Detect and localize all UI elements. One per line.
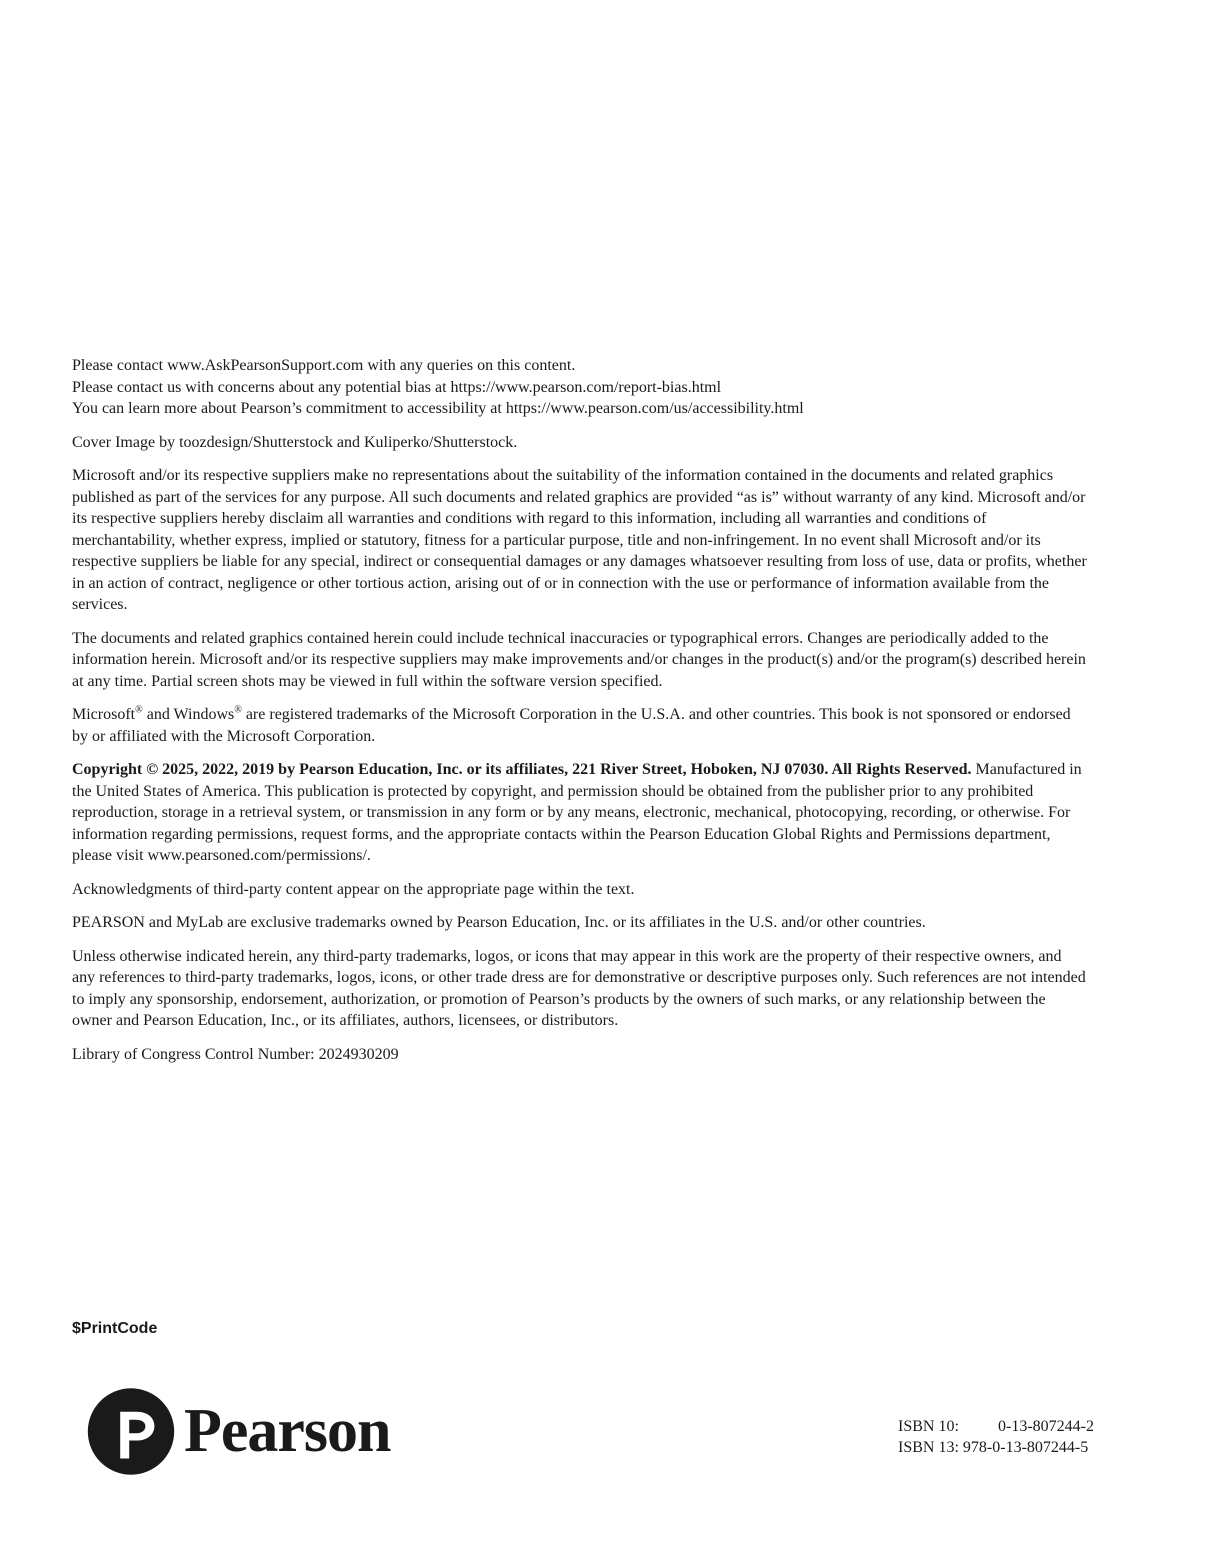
isbn13-row <box>898 1437 1094 1458</box>
microsoft-text: Microsoft <box>72 706 136 723</box>
isbn10-value: 0-13-807244-2 <box>998 1418 1094 1435</box>
microsoft-disclaimer: Microsoft and/or its respective suppliers make no representations about the suitability of the information contained in the documents and related graphics published as part of the services for any purpose. All such documents and related graphics are provided “as is” without warranty of any kind. Microsoft and/or its respective suppliers hereby disclaim all warranties and conditions with regard to this information, including all warranties and conditions of merchantability, whether express, implied or statutory, fitness for a particular purpose, title and non-infringement. In no event shall Microsoft and/or its respective suppliers be liable for any special, indirect or consequential damages or any damages whatsoever resulting from loss of use, data or profits, whether in an action of contract, negligence or other tortious action, arising out of or in connection with the use or performance of information available from the services. <box>72 467 1087 613</box>
copyright-notice <box>72 759 1088 867</box>
copyright-bold: Copyright © 2025, 2022, 2019 by Pearson Education, Inc. or its affiliates, 221 River Street, Hoboken, NJ 07030. All Rights Reserved. <box>72 761 972 778</box>
copyright-page-content <box>72 355 1088 1077</box>
copyright-rest: Manufactured in the United States of America. This publication is protected by copyright, and permission should be obtained from the publisher prior to any prohibited reproduction, storage in a retrieval system, or transmission in any form or by any means, electronic, mechanical, photocopying, recording, or otherwise. For information regarding permissions, request forms, and the appropriate contacts within the Pearson Education Global Rights and Permissions department, please visit www.pearsoned.com/permissions/. <box>72 761 1082 864</box>
isbn13-label: ISBN 13: <box>898 1439 959 1456</box>
trademark-rest: are registered trademarks of the Microsoft Corporation in the U.S.A. and other countries. This book is not sponsored or endorsed by or affiliated with the Microsoft Corporation. <box>72 706 1071 745</box>
contact-block <box>72 355 1088 420</box>
bias-contact-line: Please contact us with concerns about any potential bias at https://www.pearson.com/report-bias.html <box>72 378 722 396</box>
windows-text: and Windows <box>142 706 235 723</box>
third-party-notice: Unless otherwise indicated herein, any third-party trademarks, logos, or icons that may appear in this work are the property of their respective owners, and any references to third-party trademarks, logos, icons, or other trade dress are for demonstrative or descriptive purposes only. Such references are not intended to imply any sponsorship, endorsement, authorization, or promotion of Pearson’s products by the owners of such marks, or any relationship between the owner and Pearson Education, Inc., or its affiliates, authors, licensees, or distributors. <box>72 947 1086 1029</box>
pearson-wordmark: Pearson <box>184 1397 391 1465</box>
isbn10-row <box>898 1416 1094 1437</box>
print-code: $PrintCode <box>72 1320 158 1337</box>
isbn10-label: ISBN 10: <box>898 1418 959 1435</box>
trademark-notice <box>72 704 1088 747</box>
support-contact-line: Please contact www.AskPearsonSupport.com with any queries on this content. <box>72 357 576 374</box>
isbn-block <box>898 1416 1094 1458</box>
pearson-logo <box>86 1384 391 1479</box>
documents-disclaimer: The documents and related graphics contained herein could include technical inaccuracies or typographical errors. Changes are periodically added to the information herein. Microsoft and/or its respective suppliers may make improvements and/or changes in the product(s) and/or the program(s) described herein at any time. Partial screen shots may be viewed in full within the software version specified. <box>72 629 1086 690</box>
registered-mark: ® <box>135 704 143 716</box>
loc-control-number: Library of Congress Control Number: 2024930209 <box>72 1045 399 1063</box>
accessibility-line: You can learn more about Pearson’s commitment to accessibility at https://www.pearson.com/us/accessibility.html <box>72 400 804 417</box>
registered-mark: ® <box>234 704 242 716</box>
pearson-trademarks: PEARSON and MyLab are exclusive trademarks owned by Pearson Education, Inc. or its affiliates in the U.S. and/or other countries. <box>72 914 926 931</box>
acknowledgments: Acknowledgments of third-party content appear on the appropriate page within the text. <box>72 880 635 898</box>
pearson-p-icon <box>86 1384 176 1479</box>
isbn13-value: 978-0-13-807244-5 <box>962 1439 1089 1456</box>
cover-image-credit: Cover Image by toozdesign/Shutterstock and Kuliperko/Shutterstock. <box>72 433 518 451</box>
